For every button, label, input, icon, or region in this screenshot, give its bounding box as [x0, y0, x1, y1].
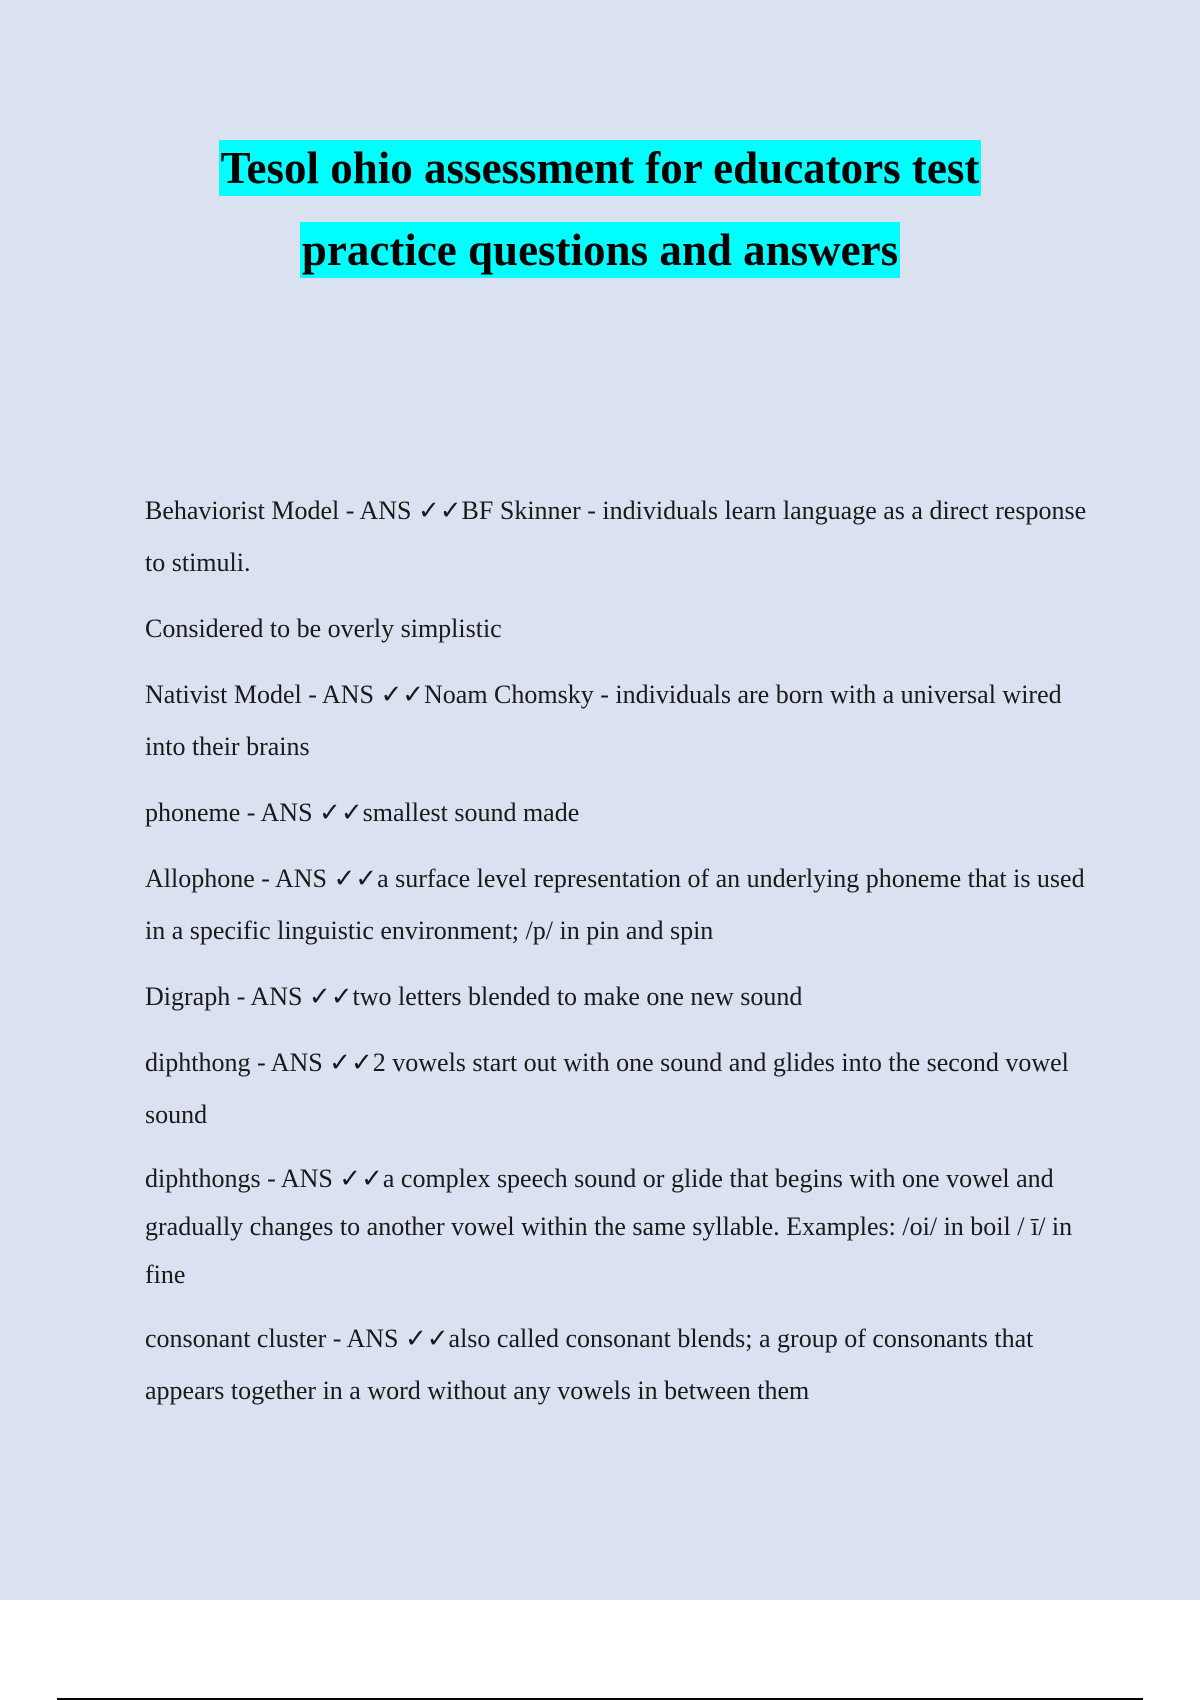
- qa-entry-consonant-cluster: consonant cluster - ANS ✓✓also called consonant blends; a group of consonants that appears together in a word without any vowels in between them: [145, 1324, 1034, 1405]
- document-title: [0, 140, 1200, 278]
- qa-entry-diphthongs: diphthongs - ANS ✓✓a complex speech sound or glide that begins with one vowel and gradually changes to another vowel within the same syllable. Examples: /oi/ in boil / ī/ in fine: [145, 1164, 1073, 1289]
- title-line-2: practice questions and answers: [300, 222, 900, 278]
- qa-entry-phoneme: phoneme - ANS ✓✓smallest sound made: [145, 798, 580, 827]
- qa-entry-diphthong: diphthong - ANS ✓✓2 vowels start out with one sound and glides into the second vowel sound: [145, 1048, 1069, 1129]
- title-line-1: Tesol ohio assessment for educators test: [219, 140, 982, 196]
- qa-entry-allophone: Allophone - ANS ✓✓a surface level representation of an underlying phoneme that is used in a specific linguistic environment; /p/ in pin and spin: [145, 864, 1085, 945]
- qa-list: [145, 485, 1095, 1431]
- qa-entry-digraph: Digraph - ANS ✓✓two letters blended to make one new sound: [145, 982, 803, 1011]
- qa-entry-note: Considered to be overly simplistic: [145, 614, 502, 643]
- qa-entry-nativist-model: Nativist Model - ANS ✓✓Noam Chomsky - individuals are born with a universal wired into their brains: [145, 680, 1062, 761]
- qa-entry-behaviorist-model: Behaviorist Model - ANS ✓✓BF Skinner - individuals learn language as a direct response to stimuli.: [145, 496, 1087, 577]
